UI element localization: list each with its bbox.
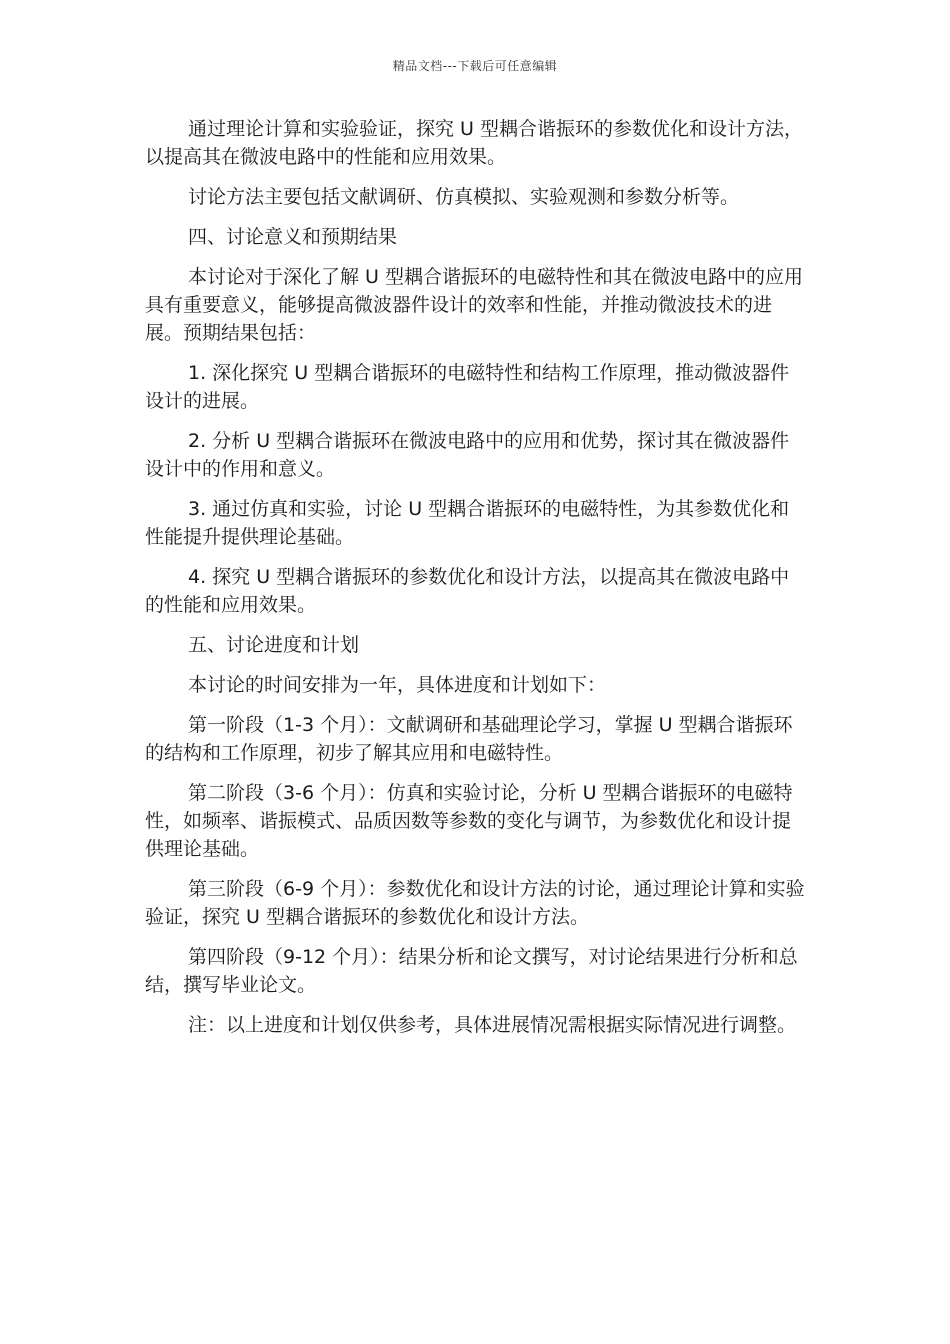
document-body [145,115,805,1051]
schedule-item: 第二阶段（3-6 个月）：仿真和实验讨论，分析 U 型耦合谐振环的电磁特性，如频率、谐振模式、品质因数等参数的变化与调节，为参数优化和设计提供理论基础。 [145,782,793,860]
list-item: 1. 深化探究 U 型耦合谐振环的电磁特性和结构工作原理，推动微波器件设计的进展。 [145,362,790,412]
schedule-item: 第三阶段（6-9 个月）：参数优化和设计方法的讨论，通过理论计算和实验验证，探究 U 型耦合谐振环的参数优化和设计方法。 [145,878,805,928]
note-paragraph: 注：以上进度和计划仅供参考，具体进展情况需根据实际情况进行调整。 [188,1014,797,1036]
paragraph: 通过理论计算和实验验证，探究 U 型耦合谐振环的参数优化和设计方法，以提高其在微波电路中的性能和应用效果。 [145,118,803,168]
list-item: 3. 通过仿真和实验，讨论 U 型耦合谐振环的电磁特性，为其参数优化和性能提升提供理论基础。 [145,498,790,548]
list-item: 2. 分析 U 型耦合谐振环在微波电路中的应用和优势，探讨其在微波器件设计中的作用和意义。 [145,430,790,480]
schedule-item: 第一阶段（1-3 个月）：文献调研和基础理论学习，掌握 U 型耦合谐振环的结构和工作原理，初步了解其应用和电磁特性。 [145,714,793,764]
paragraph: 本讨论的时间安排为一年，具体进度和计划如下： [188,674,607,696]
paragraph: 本讨论对于深化了解 U 型耦合谐振环的电磁特性和其在微波电路中的应用具有重要意义，能够提高微波器件设计的效率和性能，并推动微波技术的进展。预期结果包括： [145,266,803,344]
schedule-item: 第四阶段（9-12 个月）：结果分析和论文撰写，对讨论结果进行分析和总结，撰写毕业论文。 [145,946,798,996]
list-item: 4. 探究 U 型耦合谐振环的参数优化和设计方法，以提高其在微波电路中的性能和应用效果。 [145,566,790,616]
page-header: 精品文档---下载后可任意编辑 [392,59,558,73]
paragraph: 讨论方法主要包括文献调研、仿真模拟、实验观测和参数分析等。 [188,186,740,208]
section-heading: 五、讨论进度和计划 [188,634,360,656]
section-heading: 四、讨论意义和预期结果 [188,226,398,248]
